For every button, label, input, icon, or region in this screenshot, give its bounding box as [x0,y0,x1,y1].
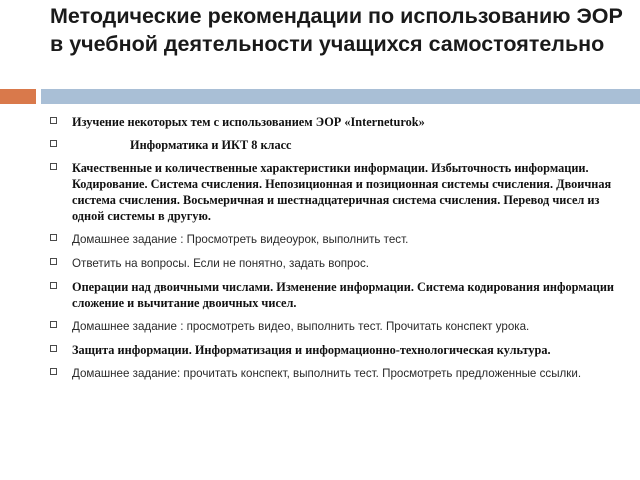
list-item [50,255,628,272]
square-bullet-icon [50,345,57,352]
list-item-text: Защита информации. Информатизация и информационно-технологическая культура. [72,343,551,357]
square-bullet-icon [50,282,57,289]
square-bullet-icon [50,140,57,147]
list-item-text: Домашнее задание : просмотреть видео, выполнить тест. Прочитать конспект урока. [72,320,530,333]
square-bullet-icon [50,321,57,328]
accent-band [41,89,640,104]
list-item [50,342,628,358]
bullet-list [50,114,628,389]
list-item-text: Операции над двоичными числами. Изменение информации. Система кодирования информации сложение и вычитание двоичных чисел. [72,280,614,310]
list-item-text: Ответить на вопросы. Если не понятно, задать вопрос. [72,257,369,270]
square-bullet-icon [50,234,57,241]
list-item-text: Изучение некоторых тем с использованием ЭОР «Interneturok» [72,115,425,129]
list-item [50,365,628,382]
square-bullet-icon [50,258,57,265]
list-item-text: Качественные и количественные характеристики информации. Избыточность информации. Кодирование. Система счисления. Непозиционная и позиционная системы счисления. Двоичная система счисления. Восьмеричная и шестнадцатеричная система счисления. Перевод чисел из одной системы в другую. [72,161,612,223]
list-item-text: Домашнее задание : Просмотреть видеоурок, выполнить тест. [72,233,409,246]
square-bullet-icon [50,368,57,375]
list-item [50,279,628,311]
list-item [50,231,628,248]
square-bullet-icon [50,163,57,170]
slide-title: Методические рекомендации по использованию ЭОР в учебной деятельности учащихся самостоятельно [50,4,623,56]
list-item-text: Домашнее задание: прочитать конспект, выполнить тест. Просмотреть предложенные ссылки. [72,367,582,380]
list-item [50,318,628,335]
list-item [50,114,628,130]
accent-block [0,89,36,104]
list-item [50,137,628,153]
list-item-text: Информатика и ИКТ 8 класс [130,138,292,152]
square-bullet-icon [50,117,57,124]
list-item [50,160,628,224]
